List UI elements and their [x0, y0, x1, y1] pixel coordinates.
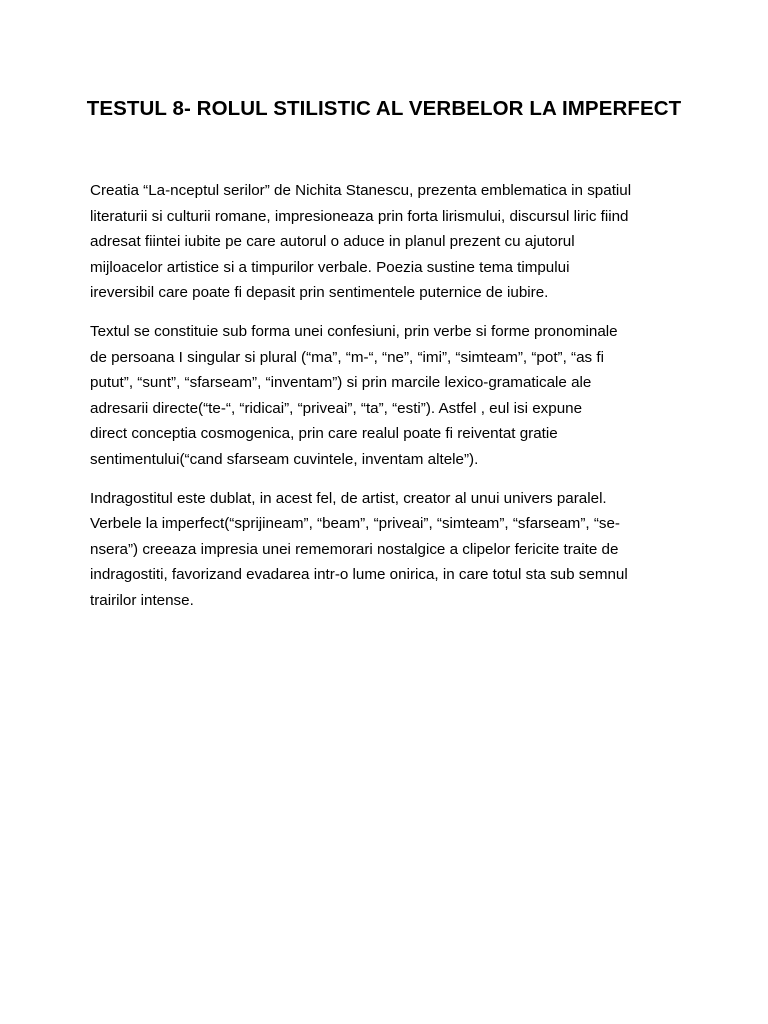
paragraph-line: putut”, “sunt”, “sfarseam”, “inventam”) si prin marcile lexico-gramaticale ale — [90, 374, 592, 392]
paragraph-1 — [90, 178, 690, 306]
paragraph-line: Textul se constituie sub forma unei confesiuni, prin verbe si forme pronominale — [90, 322, 618, 340]
paragraph-line: adresarii directe(“te-“, “ridicai”, “priveai”, “ta”, “esti”). Astfel , eul isi expune — [90, 399, 583, 417]
paragraph-line: mijloacelor artistice si a timpurilor verbale. Poezia sustine tema timpului — [90, 258, 570, 276]
paragraph-2 — [90, 319, 690, 473]
paragraph-line: sentimentului(“cand sfarseam cuvintele, inventam altele”). — [90, 450, 479, 468]
paragraph-line: literaturii si culturii romane, impresioneaza prin forta lirismului, discursul liric fiind — [90, 207, 629, 225]
paragraph-line: Indragostitul este dublat, in acest fel, de artist, creator al unui univers paralel. — [90, 489, 607, 507]
paragraph-line: indragostiti, favorizand evadarea intr-o lume onirica, in care totul sta sub semnul — [90, 566, 628, 584]
paragraph-line: Verbele la imperfect(“sprijineam”, “beam”, “priveai”, “simteam”, “sfarseam”, “se- — [90, 515, 620, 533]
paragraph-3 — [90, 486, 690, 614]
paragraph-line: ireversibil care poate fi depasit prin sentimentele puternice de iubire. — [90, 284, 549, 302]
document-title: TESTUL 8- ROLUL STILISTIC AL VERBELOR LA IMPERFECT — [86, 97, 682, 120]
paragraph-line: trairilor intense. — [90, 591, 194, 609]
document-body — [90, 178, 690, 627]
paragraph-line: nsera”) creeaza impresia unei rememorari nostalgice a clipelor fericite traite de — [90, 540, 619, 558]
paragraph-line: Creatia “La-nceptul serilor” de Nichita Stanescu, prezenta emblematica in spatiul — [90, 182, 632, 199]
paragraph-line: de persoana I singular si plural (“ma”, “m-“, “ne”, “imi”, “simteam”, “pot”, “as fi — [90, 348, 604, 366]
paragraph-line: direct conceptia cosmogenica, prin care realul poate fi reiventat gratie — [90, 425, 558, 443]
paragraph-line: adresat fiintei iubite pe care autorul o aduce in planul prezent cu ajutorul — [90, 233, 575, 251]
